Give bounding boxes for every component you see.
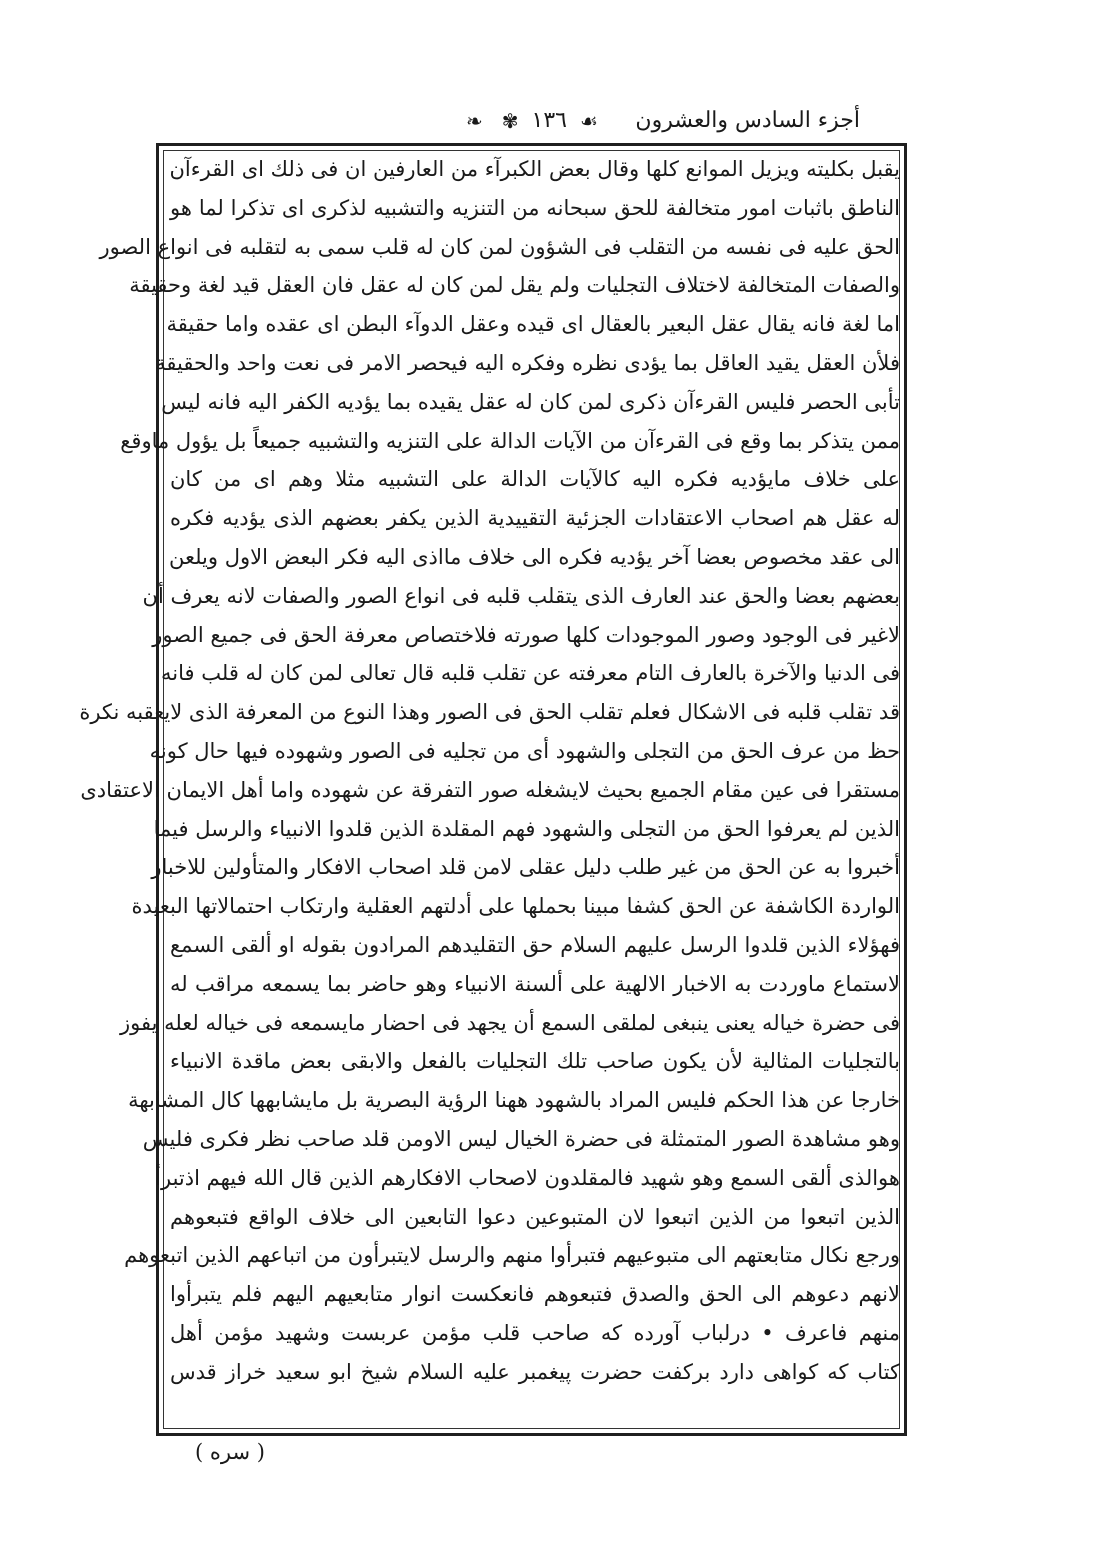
text-line: فلأن العقل يقيد العاقل بما يؤدى نظره وفكره اليه فيحصر الامر فى نعت واحد والحقيقة xyxy=(155,350,900,375)
text-line: خارجا عن هذا الحكم فليس المراد بالشهود ههنا الرؤية البصرية بل مايشابهها كال المشابهة xyxy=(128,1088,900,1113)
text-line: والصفات المتخالفة لاختلاف التجليات ولم يقل لمن كان له عقل فان العقل قيد لغة وحقيقة xyxy=(129,273,900,298)
text-line: الذين لم يعرفوا الحق من التجلى والشهود فهم المقلدة الذين قلدوا الانبياء والرسل فيما xyxy=(153,816,900,841)
text-line: فهؤلاء الذين قلدوا الرسل عليهم السلام حق التقليدهم المرادون بقوله او ألقى السمع xyxy=(170,932,900,957)
main-text xyxy=(79,150,900,1392)
text-line: الواردة الكاشفة عن الحق كشفا مبينا بحملها على أدلتهم العقلية وارتكاب احتمالاتها البعيدة xyxy=(131,894,900,919)
page-number: ١٣٦ xyxy=(531,108,567,133)
text-line: كتاب كه كواهى دارد بركفت حضرت پيغمبر عليه السلام شيخ ابو سعيد خراز قدس xyxy=(170,1359,900,1384)
page-number-group xyxy=(460,108,604,133)
text-line: وهو مشاهدة الصور المتمثلة فى حضرة الخيال ليس الاومن قلد صاحب نظر فكرى فليس xyxy=(142,1126,900,1151)
text-line: قد تقلب قلبه فى الاشكال فعلم تقلب الحق فى الصور وهذا النوع من المعرفة الذى لايعقبه نكرة xyxy=(79,700,900,725)
text-line: بعضهم بعضا والحق عند العارف الذى يتقلب قلبه فى انواع الصور والصفات لانه يعرف أن xyxy=(142,583,900,608)
text-line: تأبى الحصر فليس القرءآن ذكرى لمن كان له عقل يقيده بما يؤديه الكفر اليه فانه ليس xyxy=(161,389,900,414)
text-line: فى حضرة خياله يعنى ينبغى لملقى السمع أن يجهد فى احضار مايسمعه فى خياله لعله يفوز xyxy=(119,1010,900,1035)
catchword: ( سره ) xyxy=(195,1440,265,1464)
text-line: منهم فاعرف • درلباب آورده كه صاحب قلب مؤمن عربست وشهيد مؤمن أهل xyxy=(170,1320,900,1345)
text-line: اما لغة فانه يقال عقل البعير بالعقال اى قيده وعقل الدوآء البطن اى عقده واما حقيقة xyxy=(166,312,900,337)
running-title: أجزء السادس والعشرون xyxy=(635,108,860,133)
text-line: له عقل هم اصحاب الاعتقادات الجزئية التقييدية الذين يكفر بعضهم الذى يؤديه فكره xyxy=(170,506,900,531)
text-line: لاستماع ماوردت به الاخبار الالهية على ألسنة الانبياء وهو حاضر بما يسمعه مراقب له xyxy=(170,971,900,996)
text-line: هوالذى ألقى السمع وهو شهيد فالمقلدون لاصحاب الافكارهم الذين قال الله فيهم اذتبرأ xyxy=(155,1165,900,1190)
text-line: الحق عليه فى نفسه من التقلب فى الشؤون لمن كان له قلب سمى به لتقلبه فى انواع الصور xyxy=(99,234,900,259)
text-line: أخبروا به عن الحق من غير طلب دليل عقلى لامن قلد اصحاب الافكار والمتأولين للاخبار xyxy=(151,855,900,880)
text-line: حظ من عرف الحق من التجلى والشهود أى من تجليه فى الصور وشهوده فيها حال كونه xyxy=(149,738,900,763)
text-line: على خلاف مايؤديه فكره اليه كالآيات الدالة على التشبيه مثلا وهم اى من كان xyxy=(170,467,900,492)
text-line: لانهم دعوهم الى الحق والصدق فتبعوهم فانعكست انوار متابعيهم اليهم فلم يتبرأوا xyxy=(170,1282,900,1307)
ornament-left-icon: ❧ xyxy=(466,109,483,133)
text-line: الذين اتبعوا من الذين اتبعوا لان المتبوعين دعوا التابعين الى خلاف الواقع فتبعوهم xyxy=(170,1204,900,1229)
text-line: ورجع نكال متابعتهم الى متبوعيهم فتبرأوا منهم والرسل لايتبرأون من اتباعهم الذين اتبعوهم xyxy=(124,1243,900,1268)
page-header xyxy=(160,104,860,140)
text-line: لاغير فى الوجود وصور الموجودات كلها صورته فلاختصاص معرفة الحق فى جميع الصور xyxy=(152,622,900,647)
text-line: يقبل بكليته ويزيل الموانع كلها وقال بعض الكبرآء من العارفين ان فى ذلك اى القرءآن xyxy=(169,157,900,181)
text-line: فى الدنيا والآخرة بالعارف التام معرفته عن تقلب قلبه قال تعالى لمن كان له قلب فانه xyxy=(161,661,900,686)
text-line: الناطق باثبات امور متخالفة للحق سبحانه من التنزيه والتشبيه لذكرى اى تذكرا لما هو xyxy=(170,195,900,220)
text-line: مستقرا فى عين مقام الجميع بحيث لايشغله صور التفرقة عن شهوده واما أهل الايمان الاعتقادى xyxy=(80,777,900,802)
text-line: ممن يتذكر بما وقع فى القرءآن من الآيات الدالة على التنزيه والتشبيه جميعاً بل يؤول ماوقع xyxy=(120,428,900,453)
ornament-right-icon: ☙ xyxy=(579,109,598,133)
ornament-center-icon: ✾ xyxy=(501,109,519,133)
text-line: الى عقد مخصوص بعضا آخر يؤديه فكره الى خلاف مااذى اليه فكر البعض الاول ويلعن xyxy=(168,544,900,569)
text-line: بالتجليات المثالية لأن يكون صاحب تلك التجليات بالفعل والابقى بعض ماقدة الانبياء xyxy=(170,1049,900,1074)
